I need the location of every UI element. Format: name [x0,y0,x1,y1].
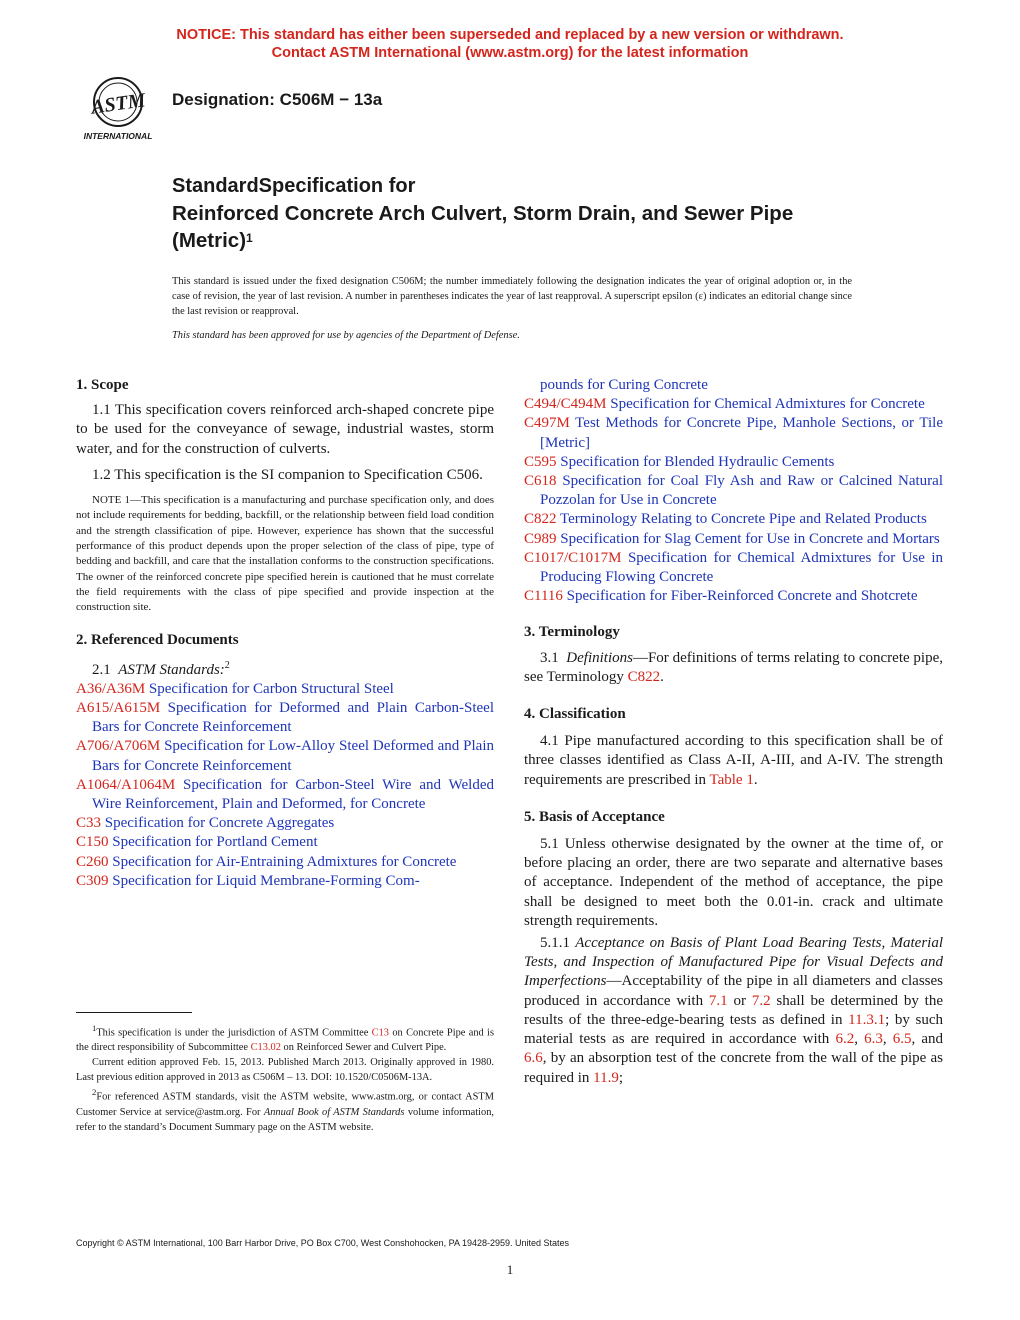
reference-id[interactable]: C822 [524,511,557,528]
dod-approval: This standard has been approved for use by agencies of the Department of Defense. [172,330,520,341]
reference-id[interactable]: C1116 [524,588,563,605]
section-1-heading: 1. Scope [76,377,129,393]
link-11-3-1[interactable]: 11.3.1 [848,1011,886,1028]
para-5-1-1-label: Acceptance on Basis of Plant Load Bearing Tests, Material Tests, and Inspection of Manufactured Pipe for Visual Defects and Imperfections [524,935,943,990]
copyright-footer: Copyright © ASTM International, 100 Barr Harbor Drive, PO Box C700, West Conshohocken, PA 19428-2959. United States [76,1238,570,1248]
footnote-2-italic: Annual Book of ASTM Standards [263,1106,405,1118]
para-3-1-num: 3.1 [540,649,559,666]
section-5-heading: 5. Basis of Acceptance [524,808,665,825]
para-3-1-text: —For definitions of terms relating to concrete pipe, see Terminology [524,649,944,685]
intro-paragraph: This standard is issued under the fixed designation C506M; the number immediately following the designation indicates the year of original adoption or, in the case of revision, the year of last revision. A number in parentheses indicates the year of last reapproval. A superscript epsilon (ε) indicates an editorial change since the last revision or reapproval. [172,276,852,317]
word-or: or [733,992,746,1009]
para-5-1: 5.1 Unless otherwise designated by the owner at the time of, or before placing an order, there are two separate and alternative bases of acceptance. Independent of the method of acceptance, the pipe shall be designed to meet both the 0.01-in. crack and ultimate strength requirements. [524,836,943,929]
reference-item[interactable] [524,453,943,472]
section-3-heading: 3. Terminology [524,624,620,641]
reference-item[interactable] [76,853,494,872]
link-6-2[interactable]: 6.2 [835,1031,855,1048]
footnote-1-mark: 1 [92,1023,97,1033]
title-footnote-mark: 1 [246,231,253,245]
footnotes [76,1021,494,1135]
reference-item[interactable] [76,833,494,852]
para-2-1-label: ASTM Standards: [118,661,225,678]
reference-title[interactable]: Specification for Deformed and Plain Carbon-Steel Bars for Concrete Reinforcement [92,700,495,736]
para-1-2: 1.2 This specification is the SI companion to Specification C506. [92,466,483,483]
reference-title[interactable]: Specification for Fiber-Reinforced Concrete and Shotcrete [566,588,918,605]
link-7-1[interactable]: 7.1 [708,992,728,1009]
para-1-1: 1.1 This specification covers reinforced arch-shaped concrete pipe to be used for the conveyance of sewage, industrial wastes, storm water, and for the construction of culverts. [76,402,494,457]
astm-logo-mark [74,74,162,144]
section-2-heading: 2. Referenced Documents [76,632,239,649]
designation: Designation: C506M − 13a [172,90,383,109]
reference-id[interactable]: C33 [76,815,102,832]
link-7-2[interactable]: 7.2 [751,992,771,1009]
reference-item[interactable] [524,587,943,606]
link-6-5[interactable]: 6.5 [892,1031,912,1048]
para-3-1-label: Definitions [566,649,633,666]
footnote-rule [76,1012,192,1013]
reference-item[interactable] [524,549,943,587]
reference-id[interactable]: A1064/A1064M [76,776,176,793]
notice-line-1: NOTICE: This standard has either been superseded and replaced by a new version or withdrawn. [176,27,844,43]
footnote-1-text-b: on Concrete Pipe and is the direct responsibility of Subcommittee [76,1027,494,1054]
right-column [524,376,943,1088]
svg-text:INTERNATIONAL: INTERNATIONAL [83,131,153,141]
footnote-1-text-a: This specification is under the jurisdiction of ASTM Committee [96,1027,369,1039]
notice-banner [0,26,1020,62]
reference-id[interactable]: C260 [76,853,109,870]
reference-item[interactable] [76,680,494,699]
para-5-1-1: 5.1.1 Acceptance on Basis of Plant Load Bearing Tests, Material Tests, and Inspection of Manufactured Pipe for Visual Defects and Imperfections—Acceptability of the pipe in all diameters and classes produced in accordance with 7.1 or 7.2 shall be determined by the results of the three-edge-bearing tests as defined in 11.3.1; by such material tests as are required in accordance with 6.2, 6.3, 6.5, and 6.6, by an absorption test of the concrete from the wall of the pipe as required in 11.9; [524,935,944,1086]
reference-item[interactable] [524,510,943,529]
reference-id[interactable]: C618 [524,473,557,490]
reference-item[interactable] [524,395,943,414]
title-line-1: StandardSpecification for [172,175,416,197]
reference-item[interactable] [76,776,494,814]
reference-title[interactable]: Specification for Liquid Membrane-Forming Com- [112,872,420,889]
para-3-1 [524,649,943,687]
reference-id[interactable]: C497M [524,415,570,432]
reference-item[interactable] [76,737,494,775]
footnote-1 [76,1021,494,1055]
para-2-1 [76,656,494,680]
para-4-1-text: 4.1 Pipe manufactured according to this specification shall be of three classes identified as Class A-II, A-III, and A-IV. The strength requirements are prescribed in [524,733,943,788]
para-5-1-1-end: ; [618,1069,624,1086]
reference-title[interactable]: Specification for Carbon Structural Steel [148,680,394,697]
para-2-1-num: 2.1 [92,661,111,678]
para-5-1-1-num: 5.1.1 [540,935,570,952]
link-c822[interactable]: C822 [627,668,661,685]
para-5-1-1-text-b: shall be determined by the results of the three-edge-bearing tests as defined in [524,992,943,1028]
reference-title[interactable]: Specification for Chemical Admixtures for Use in Producing Flowing Concrete [540,549,944,586]
reference-id[interactable]: C494/C494M [524,396,607,413]
reference-continuation [524,376,943,395]
reference-title[interactable]: Terminology Relating to Concrete Pipe and Related Products [560,511,927,528]
left-column [76,376,494,891]
reference-title[interactable]: Specification for Air-Entraining Admixtures for Concrete [112,853,457,870]
reference-item[interactable] [524,472,943,510]
link-c13-02[interactable]: C13.02 [250,1042,281,1054]
reference-title[interactable]: Specification for Chemical Admixtures for Concrete [610,396,925,413]
reference-list-left [76,680,494,891]
reference-title[interactable]: Specification for Concrete Aggregates [104,815,335,832]
footnote-1-p2: Current edition approved Feb. 15, 2013. Published March 2013. Originally approved in 1980. Last previous edition approved in 2013 as C506M – 13. DOI: 10.1520/C0506M-13A. [76,1057,494,1084]
reference-list-right [524,395,943,606]
astm-logo [74,74,162,144]
link-table-1[interactable]: Table 1 [709,771,754,788]
link-6-6[interactable]: 6.6 [524,1050,543,1067]
reference-item[interactable] [76,699,494,737]
title-line-2: Reinforced Concrete Arch Culvert, Storm Drain, and Sewer Pipe (Metric) [172,202,794,252]
note-1: NOTE 1—This specification is a manufacturing and purchase specification only, and does not include requirements for bedding, backfill, or the relationship between field load condition and the strength classification of pipe. However, experience has shown that the successful performance of this product depends upon the proper selection of the class of pipe, type of bedding and backfill, and care that the installation conforms to the construction specifications. The owner of the reinforced concrete pipe specified herein is cautioned that he must correlate the field requirements with the class of pipe specified and provide inspection at the construction site. [76,494,494,614]
para-4-1-end: . [753,771,758,788]
para-4-1 [524,732,943,790]
link-c13[interactable]: C13 [371,1027,389,1039]
footnote-2-text-a: For referenced ASTM standards, visit the ASTM website, www.astm.org, or contact ASTM Customer Service at service@astm.org. For [76,1091,494,1118]
word-and: , and [911,1031,944,1048]
reference-title[interactable]: Specification for Blended Hydraulic Cements [560,453,835,470]
para-5-1-1-text-d: , by an absorption test of the concrete from the wall of the pipe as required in [524,1050,943,1086]
para-5-1-1-text-c: ; by such material tests as are required in accordance with [524,1011,944,1048]
reference-title[interactable]: Specification for Slag Cement for Use in Concrete and Mortars [560,530,940,547]
page-number: 1 [506,1262,514,1277]
reference-id[interactable]: C595 [524,453,557,470]
section-4-heading: 4. Classification [524,706,626,723]
reference-id[interactable]: C309 [76,872,109,889]
footnote-2-mark: 2 [224,659,230,671]
link-11-9[interactable]: 11.9 [593,1069,619,1086]
notice-line-2: Contact ASTM International (www.astm.org) for the latest information [271,45,749,61]
footnote-1-text-c: on Reinforced Sewer and Culvert Pipe. [283,1042,447,1054]
reference-id[interactable]: A36/A36M [76,680,146,697]
para-3-1-end: . [660,668,664,685]
reference-title[interactable]: Specification for Low-Alloy Steel Deformed and Plain Bars for Concrete Reinforcement [92,738,495,774]
reference-item[interactable] [76,814,494,833]
reference-id[interactable]: C1017/C1017M [524,549,622,566]
ref-c309-continuation[interactable]: pounds for Curing Concrete [540,377,708,393]
reference-title[interactable]: Specification for Portland Cement [112,834,318,851]
reference-item[interactable] [524,530,943,549]
reference-title[interactable]: Specification for Coal Fly Ash and Raw or Calcined Natural Pozzolan for Use in Concrete [540,473,944,509]
footnote-2-text-b: volume information, refer to the standard’s Document Summary page on the ASTM website. [76,1106,495,1133]
para-5-1-1-text-a: —Acceptability of the pipe in all diameters and classes produced in accordance with [524,973,943,1009]
reference-id[interactable]: A706/A706M [76,738,161,755]
reference-item[interactable] [524,414,943,452]
footnote-2-num: 2 [92,1087,97,1098]
reference-title[interactable]: Specification for Carbon-Steel Wire and Welded Wire Reinforcement, Plain and Deformed, for Concrete [92,776,494,813]
link-6-3[interactable]: 6.3 [864,1031,883,1048]
document-title [172,200,872,254]
reference-title[interactable]: Test Methods for Concrete Pipe, Manhole Sections, or Tile [Metric] [540,415,943,451]
reference-id[interactable]: C150 [76,834,109,851]
reference-id[interactable]: C989 [524,530,557,547]
reference-item[interactable] [76,872,494,891]
svg-text:ASTM: ASTM [89,89,147,119]
footnote-2 [76,1085,494,1134]
reference-id[interactable]: A615/A615M [76,700,161,716]
